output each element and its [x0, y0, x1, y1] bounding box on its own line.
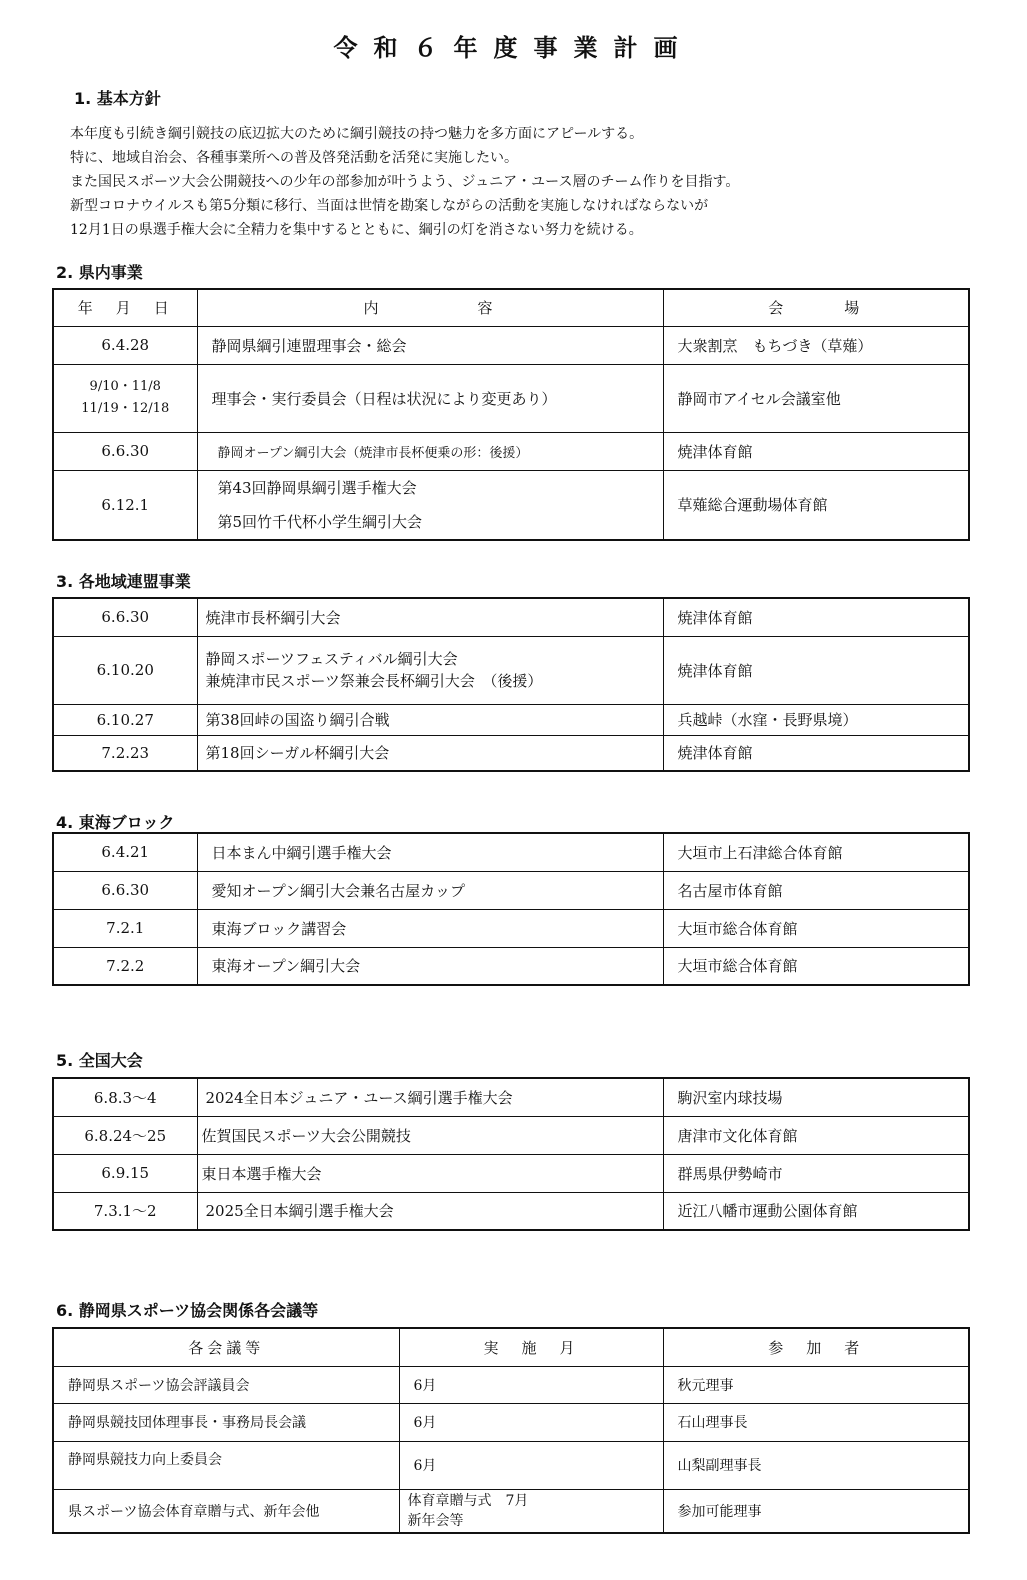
table-row — [53, 1116, 969, 1154]
event-content: 静岡県綱引連盟理事会・総会 — [197, 326, 663, 364]
event-date: 6.10.27 — [53, 704, 197, 735]
tokai-block-table — [52, 832, 970, 986]
meetings-table — [52, 1327, 970, 1534]
event-venue: 静岡市アイセル会議室他 — [663, 364, 969, 432]
header-month: 実 施 月 — [399, 1328, 663, 1366]
event-content: 佐賀国民スポーツ大会公開競技 — [197, 1116, 663, 1154]
section-3-heading: 3. 各地域連盟事業 — [56, 572, 191, 591]
event-content: 静岡オープン綱引大会（焼津市長杯便乗の形：後援） — [197, 432, 663, 470]
event-venue: 大垣市上石津総合体育館 — [663, 833, 969, 871]
meeting-name: 静岡県競技団体理事長・事務局長会議 — [53, 1403, 399, 1441]
table-row — [53, 735, 969, 771]
event-content: 2025全日本綱引選手権大会 — [197, 1192, 663, 1230]
event-content-line: 第5回竹千代杯小学生綱引大会 — [217, 512, 423, 531]
policy-line: 新型コロナウイルスも第5分類に移行、当面は世情を勘案しながらの活動を実施しなければならないが — [70, 198, 709, 214]
event-content: 第38回峠の国盗り綱引合戦 — [197, 704, 663, 735]
event-date: 6.6.30 — [53, 432, 197, 470]
event-date-line: 11/19・12/18 — [81, 401, 170, 416]
meeting-month: 6月 — [399, 1441, 663, 1489]
meeting-name: 静岡県競技力向上委員会 — [53, 1441, 399, 1489]
meeting-attendee: 秋元理事 — [663, 1366, 969, 1403]
table-row — [53, 1366, 969, 1403]
table-row — [53, 1489, 969, 1533]
meeting-name: 県スポーツ協会体育章贈与式、新年会他 — [53, 1489, 399, 1533]
meeting-month-line: 新年会等 — [407, 1512, 464, 1529]
meeting-attendee: 参加可能理事 — [663, 1489, 969, 1533]
event-date: 7.2.23 — [53, 735, 197, 771]
table-row — [53, 1154, 969, 1192]
table-header-row — [53, 1328, 969, 1366]
header-date: 年 月 日 — [53, 289, 197, 326]
event-venue: 唐津市文化体育館 — [663, 1116, 969, 1154]
event-venue: 草薙総合運動場体育館 — [663, 470, 969, 540]
table-row — [53, 598, 969, 636]
table-row — [53, 1078, 969, 1116]
event-date: 7.2.2 — [53, 947, 197, 985]
event-date: 6.4.28 — [53, 326, 197, 364]
section-1-heading: 1. 基本方針 — [74, 89, 161, 108]
table-row — [53, 909, 969, 947]
meeting-month: 6月 — [399, 1366, 663, 1403]
table-row — [53, 833, 969, 871]
event-date: 6.8.3～4 — [53, 1078, 197, 1116]
event-venue: 駒沢室内球技場 — [663, 1078, 969, 1116]
event-venue: 焼津体育館 — [663, 735, 969, 771]
policy-line: 本年度も引続き綱引競技の底辺拡大のために綱引競技の持つ魅力を多方面にアピールする。 — [70, 126, 644, 142]
national-events-table — [52, 1077, 970, 1231]
event-date — [53, 364, 197, 432]
section-4-heading: 4. 東海ブロック — [56, 813, 175, 832]
event-date-line: 9/10・11/8 — [89, 379, 161, 394]
event-content-line: 第43回静岡県綱引選手権大会 — [217, 478, 417, 497]
section-6-heading: 6. 静岡県スポーツ協会関係各会議等 — [56, 1301, 319, 1320]
event-date: 6.8.24～25 — [53, 1116, 197, 1154]
section-5-heading: 5. 全国大会 — [56, 1051, 143, 1070]
table-row — [53, 1192, 969, 1230]
event-date: 6.9.15 — [53, 1154, 197, 1192]
event-date: 6.4.21 — [53, 833, 197, 871]
table-row — [53, 871, 969, 909]
event-content-line: 兼焼津市民スポーツ祭兼会長杯綱引大会 （後援） — [205, 672, 543, 690]
event-content: 焼津市長杯綱引大会 — [197, 598, 663, 636]
page-title: 令和６年度事業計画 — [333, 34, 694, 62]
event-venue: 近江八幡市運動公園体育館 — [663, 1192, 969, 1230]
meeting-month-line: 体育章贈与式 7月 — [407, 1492, 529, 1509]
table-row — [53, 704, 969, 735]
event-content: 2024全日本ジュニア・ユース綱引選手権大会 — [197, 1078, 663, 1116]
table-row — [53, 1441, 969, 1489]
header-meeting: 各会議等 — [53, 1328, 399, 1366]
table-row — [53, 947, 969, 985]
event-venue: 焼津体育館 — [663, 432, 969, 470]
regional-events-table — [52, 597, 970, 772]
table-row — [53, 470, 969, 540]
section-2-heading: 2. 県内事業 — [56, 263, 143, 282]
policy-text — [70, 122, 739, 242]
event-content-line: 静岡スポーツフェスティバル綱引大会 — [205, 650, 458, 668]
event-content: 東海オープン綱引大会 — [197, 947, 663, 985]
header-content: 内 容 — [197, 289, 663, 326]
event-date: 6.6.30 — [53, 871, 197, 909]
table-header-row — [53, 289, 969, 326]
table-row — [53, 326, 969, 364]
event-venue: 名古屋市体育館 — [663, 871, 969, 909]
event-content: 愛知オープン綱引大会兼名古屋カップ — [197, 871, 663, 909]
meeting-month — [399, 1489, 663, 1533]
event-venue: 大垣市総合体育館 — [663, 947, 969, 985]
meeting-attendee: 石山理事長 — [663, 1403, 969, 1441]
event-venue: 大垣市総合体育館 — [663, 909, 969, 947]
policy-line: 12月1日の県選手権大会に全精力を集中するとともに、綱引の灯を消さない努力を続ける。 — [70, 222, 643, 238]
table-row — [53, 1403, 969, 1441]
event-venue: 兵越峠（水窪・長野県境） — [663, 704, 969, 735]
event-content: 第18回シーガル杯綱引大会 — [197, 735, 663, 771]
event-content — [197, 636, 663, 704]
event-venue: 大衆割烹 もちづき（草薙） — [663, 326, 969, 364]
event-venue: 群馬県伊勢崎市 — [663, 1154, 969, 1192]
meeting-month: 6月 — [399, 1403, 663, 1441]
event-venue: 焼津体育館 — [663, 598, 969, 636]
event-date: 7.2.1 — [53, 909, 197, 947]
policy-line: 特に、地域自治会、各種事業所への普及啓発活動を活発に実施したい。 — [70, 150, 518, 166]
header-attendee: 参 加 者 — [663, 1328, 969, 1366]
event-content: 東海ブロック講習会 — [197, 909, 663, 947]
event-date: 7.3.1～2 — [53, 1192, 197, 1230]
event-content: 東日本選手権大会 — [197, 1154, 663, 1192]
table-row — [53, 432, 969, 470]
meeting-attendee: 山梨副理事長 — [663, 1441, 969, 1489]
meeting-name: 静岡県スポーツ協会評議員会 — [53, 1366, 399, 1403]
table-row — [53, 364, 969, 432]
header-venue: 会 場 — [663, 289, 969, 326]
table-row — [53, 636, 969, 704]
event-date: 6.12.1 — [53, 470, 197, 540]
event-content: 日本まん中綱引選手権大会 — [197, 833, 663, 871]
event-content — [197, 470, 663, 540]
prefecture-events-table — [52, 288, 970, 541]
event-date: 6.10.20 — [53, 636, 197, 704]
event-venue: 焼津体育館 — [663, 636, 969, 704]
event-content: 理事会・実行委員会（日程は状況により変更あり） — [197, 364, 663, 432]
event-date: 6.6.30 — [53, 598, 197, 636]
policy-line: また国民スポーツ大会公開競技への少年の部参加が叶うよう、ジュニア・ユース層のチーム作りを目指す。 — [70, 174, 740, 190]
